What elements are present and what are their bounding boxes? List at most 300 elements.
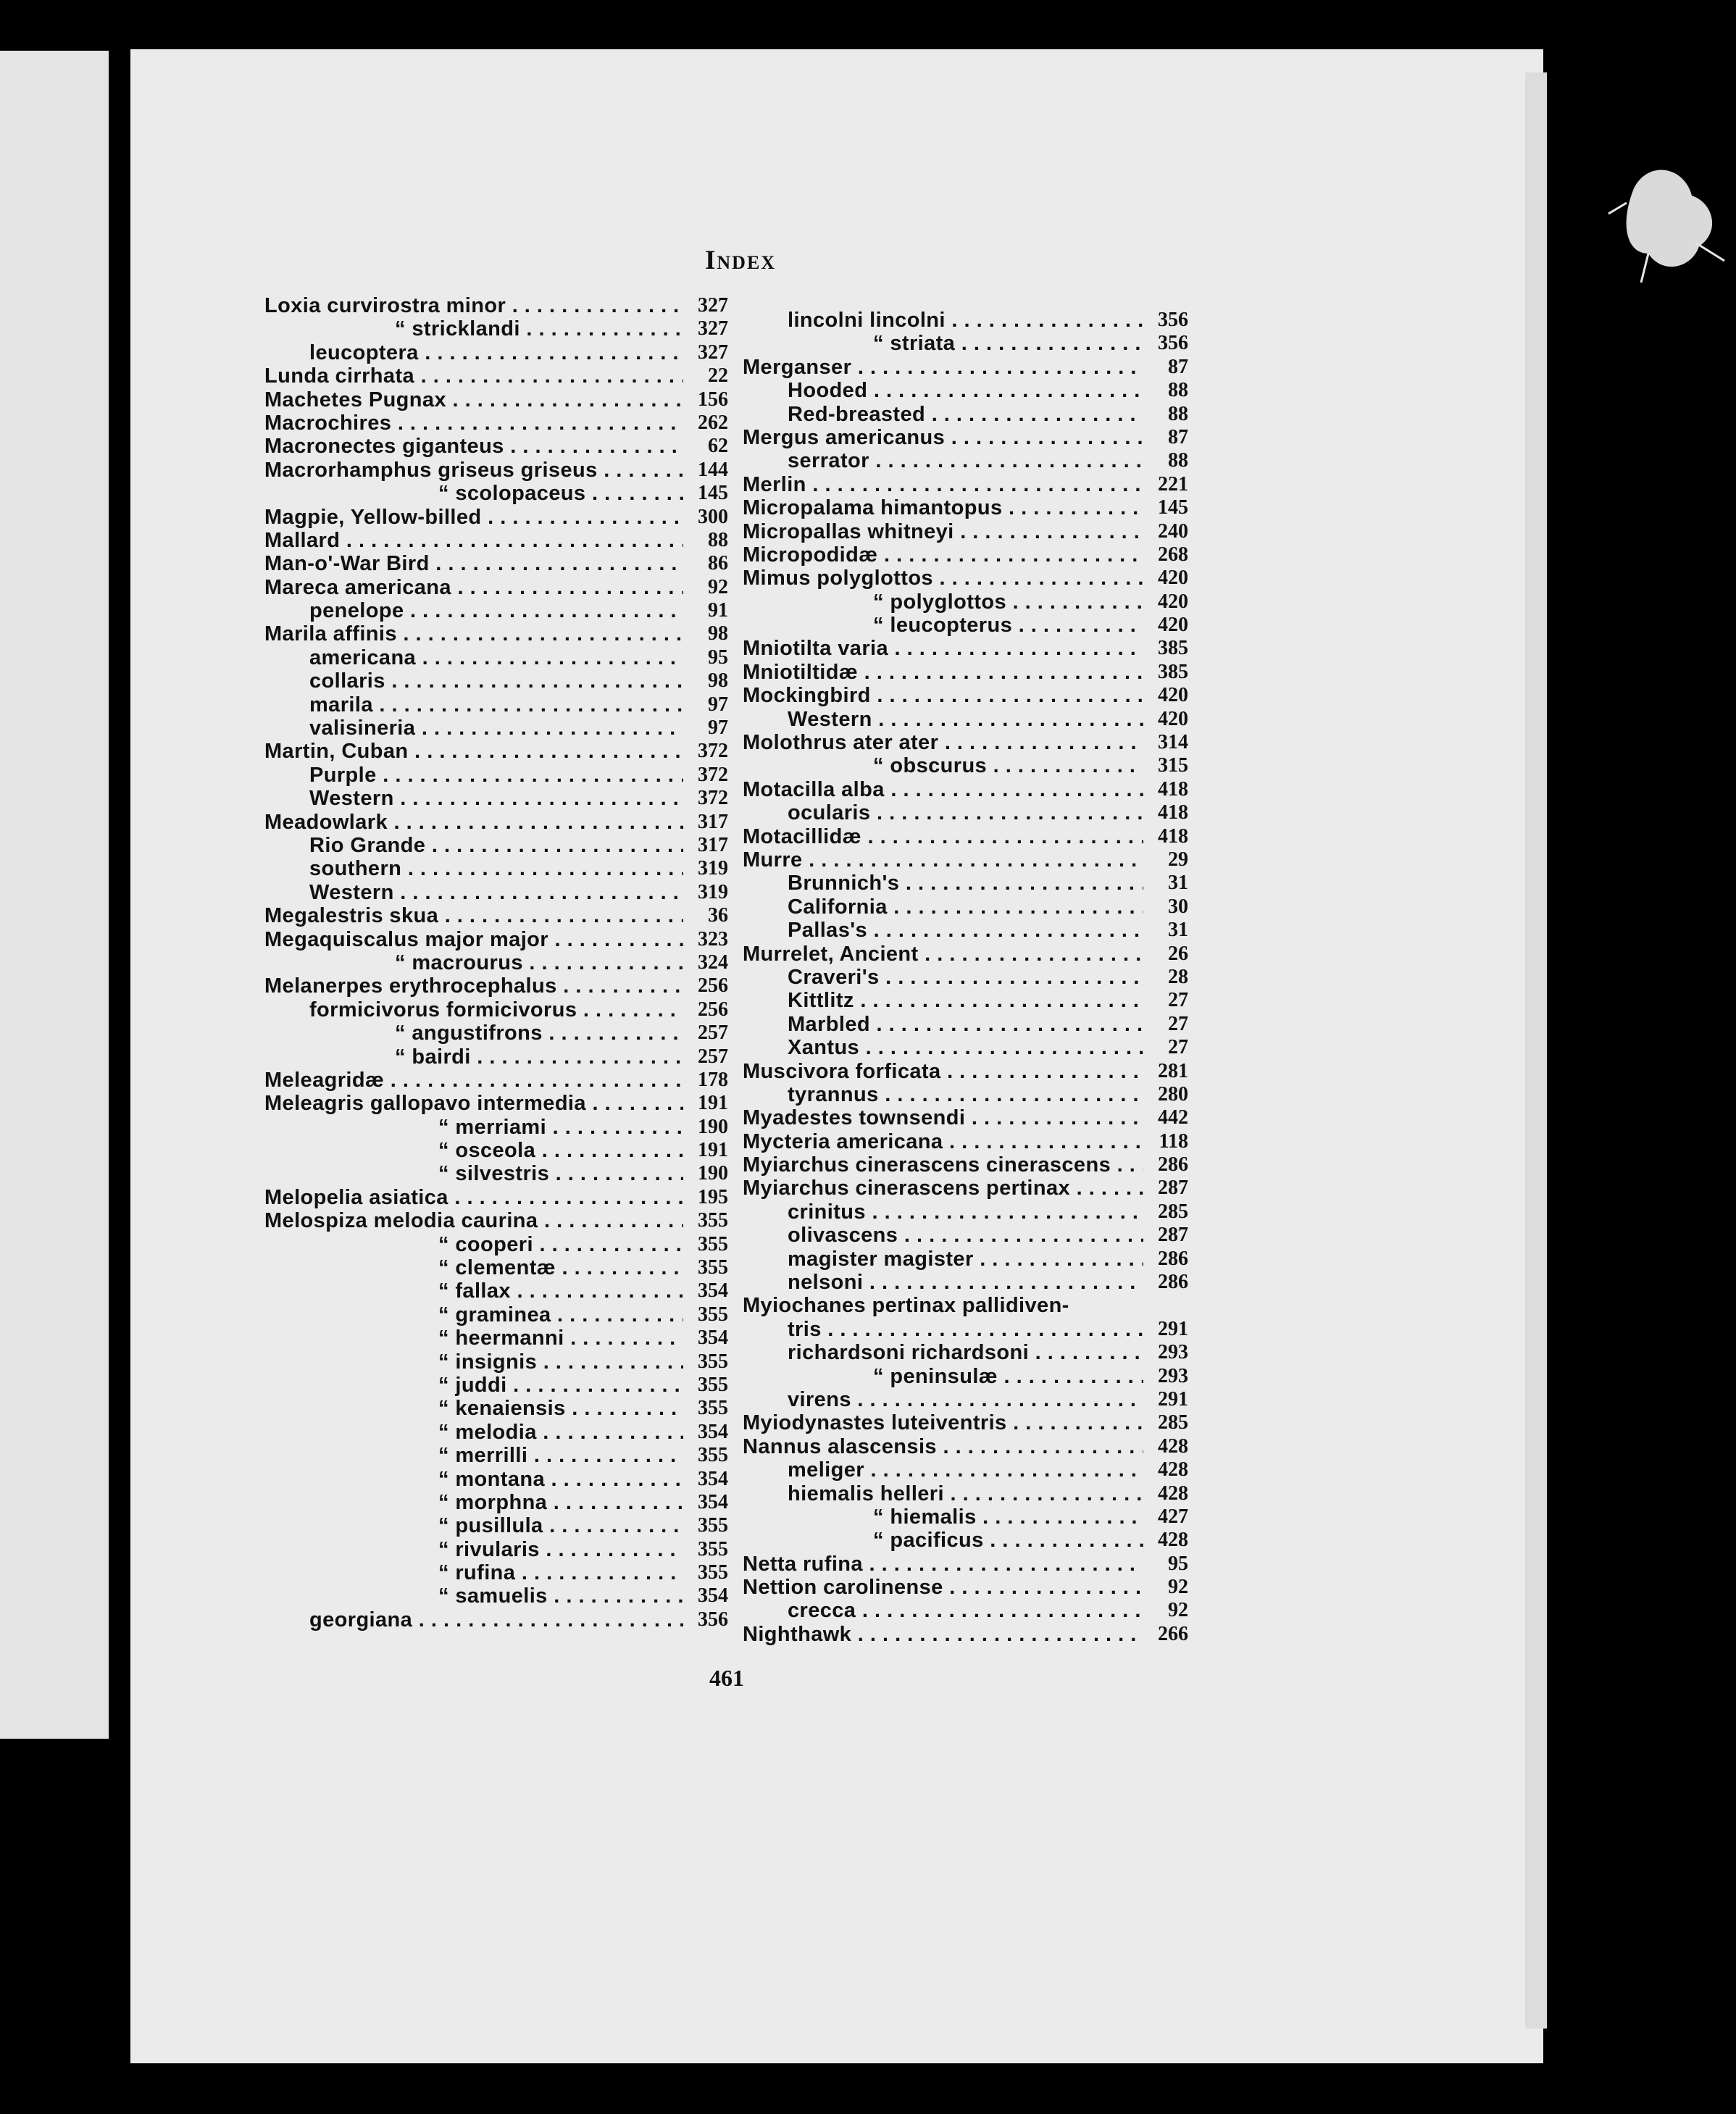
index-entry-page: 327 (698, 294, 728, 317)
index-entry (264, 857, 728, 880)
index-entry-label: California . . . (743, 895, 1143, 919)
index-entry-label: Nannus alascensis . . . (743, 1435, 1143, 1458)
index-entry-page: 428 (1158, 1458, 1188, 1482)
index-entry-page: 280 (1158, 1082, 1188, 1106)
index-entry-page: 268 (1158, 543, 1188, 566)
index-entry (743, 1341, 1188, 1364)
index-entry-label: olivascens . . . (743, 1224, 1143, 1247)
index-entry (743, 1177, 1188, 1200)
index-entry (264, 951, 728, 974)
index-entry-label: Brunnich's . . . (743, 872, 1143, 895)
index-entry-page: 354 (698, 1490, 728, 1513)
index-entry (743, 332, 1188, 355)
index-entry (264, 928, 728, 951)
index-entry-label: Martin, Cuban . . . (264, 740, 683, 763)
index-entry-page: 355 (698, 1256, 728, 1279)
index-entry-page: 355 (698, 1303, 728, 1326)
index-entry (264, 388, 728, 411)
index-entry-label: Loxia curvirostra minor . . . (264, 294, 683, 317)
index-entry (743, 520, 1188, 543)
index-entry-page: 324 (698, 951, 728, 974)
index-entry-page: 355 (698, 1232, 728, 1256)
index-entry-label: Murrelet, Ancient . . . (743, 943, 1143, 966)
index-entry (743, 1529, 1188, 1552)
index-entry-label: Macrorhamphus griseus griseus . . . (264, 459, 683, 482)
index-entry-page: 30 (1168, 895, 1188, 918)
index-entry-label: Machetes Pugnax . . . (264, 388, 683, 411)
index-entry-page: 190 (698, 1115, 728, 1138)
index-entry-page: 355 (698, 1350, 728, 1373)
index-entry (264, 1538, 728, 1561)
index-entry (743, 1271, 1188, 1294)
index-entry-page: 354 (698, 1279, 728, 1303)
index-entry-page: 95 (1168, 1552, 1188, 1575)
index-entry-page: 156 (698, 388, 728, 411)
index-entry-label: marila . . . (264, 693, 683, 716)
index-entry-label: “ juddi . . . (264, 1374, 683, 1397)
index-entry-label: Micropallas whitneyi . . . (743, 520, 1143, 543)
index-entry (743, 309, 1188, 332)
index-entry-label: “ leucopterus . . . (743, 614, 1143, 637)
index-entry-page: 285 (1158, 1411, 1188, 1434)
index-entry (264, 740, 728, 763)
index-entry (264, 904, 728, 927)
index-entry-label: Rio Grande . . . (264, 834, 683, 857)
index-entry (743, 872, 1188, 895)
index-entry-label: Motacillidæ . . . (743, 825, 1143, 848)
index-entry-label: “ stricklandi . . . (264, 317, 683, 341)
index-entry-label: Mallard . . . (264, 529, 683, 552)
index-entry-label: “ bairdi . . . (264, 1045, 683, 1069)
index-entry-page: 356 (698, 1608, 728, 1631)
index-entry (743, 403, 1188, 426)
index-entry-label: “ melodia . . . (264, 1421, 683, 1444)
index-entry-label: “ silvestris . . . (264, 1162, 683, 1185)
index-entry (264, 1491, 728, 1514)
index-entry-page: 92 (1168, 1599, 1188, 1622)
index-entry (743, 379, 1188, 402)
index-entry-page: 354 (698, 1327, 728, 1350)
index-entry (743, 895, 1188, 919)
index-entry (743, 1435, 1188, 1458)
index-entry (743, 1505, 1188, 1529)
index-entry (264, 716, 728, 740)
index-entry-page: 240 (1158, 519, 1188, 543)
index-entry (743, 1153, 1188, 1177)
index-entry-page: 385 (1158, 637, 1188, 660)
index-entry (743, 825, 1188, 848)
index-entry (264, 317, 728, 341)
index-entry (264, 974, 728, 998)
index-entry-label: georgiana . . . (264, 1608, 683, 1632)
index-entry-label: Pallas's . . . (743, 919, 1143, 942)
index-entry (743, 989, 1188, 1012)
facing-page-edge (0, 51, 109, 1739)
index-entry-page: 145 (1158, 496, 1188, 519)
index-entry (743, 661, 1188, 684)
index-entry-page: 418 (1158, 824, 1188, 848)
index-entry-page: 354 (698, 1584, 728, 1608)
index-entry-page: 427 (1158, 1505, 1188, 1528)
index-entry-label: tyrannus . . . (743, 1083, 1143, 1106)
index-entry (264, 482, 728, 505)
index-entry-label: Man-o'-War Bird . . . (264, 552, 683, 575)
index-entry-page: 355 (698, 1561, 728, 1584)
index-entry (743, 1482, 1188, 1505)
index-entry-label: Mimus polyglottos . . . (743, 567, 1143, 590)
index-entry-page: 372 (698, 740, 728, 763)
index-entry-label: leucoptera . . . (264, 341, 683, 364)
index-entry-page: 178 (698, 1068, 728, 1091)
index-entry-label: lincolni lincolni . . . (743, 309, 1143, 332)
index-entry (743, 1623, 1188, 1646)
index-entry-label: richardsoni richardsoni . . . (743, 1341, 1143, 1364)
index-entry-label: tris . . . (743, 1318, 1143, 1341)
index-entry-page: 314 (1158, 731, 1188, 754)
index-entry (743, 449, 1188, 472)
index-entry (264, 1303, 728, 1327)
index-entry (743, 426, 1188, 449)
index-entry-page: 293 (1158, 1341, 1188, 1364)
index-entry-page: 118 (1159, 1129, 1188, 1153)
index-entry (743, 1248, 1188, 1271)
index-entry-label: “ scolopaceus . . . (264, 482, 683, 505)
index-entry (743, 1106, 1188, 1129)
index-entry-label: Marbled . . . (743, 1013, 1143, 1036)
index-entry-label: Mockingbird . . . (743, 684, 1143, 707)
index-entry (264, 341, 728, 364)
index-entry-page: 356 (1158, 309, 1188, 331)
index-entry-page: 428 (1158, 1482, 1188, 1505)
index-entry (264, 1584, 728, 1608)
index-entry (264, 1514, 728, 1537)
index-entry (743, 684, 1188, 707)
index-entry (264, 1374, 728, 1397)
index-entry (743, 1036, 1188, 1059)
index-entry-page: 317 (698, 810, 728, 833)
index-entry-label: Micropodidæ . . . (743, 543, 1143, 567)
index-entry-page: 92 (708, 575, 728, 598)
index-entry-page: 354 (698, 1467, 728, 1490)
index-entry (264, 881, 728, 904)
index-entry-label: meliger . . . (743, 1458, 1143, 1482)
index-entry-page: 286 (1158, 1271, 1188, 1294)
index-entry-label: Western . . . (264, 881, 683, 904)
index-entry-label: Western . . . (264, 787, 683, 810)
index-entry-page: 420 (1158, 614, 1188, 637)
index-entry-label: “ clementæ . . . (264, 1256, 683, 1279)
index-entry-page: 315 (1158, 754, 1188, 777)
index-entry-page: 92 (1168, 1576, 1188, 1599)
index-entry-page: 191 (698, 1092, 728, 1115)
index-entry-page: 27 (1168, 1012, 1188, 1035)
index-entry-label: Red-breasted . . . (743, 403, 1143, 426)
index-entry-label: Murre . . . (743, 848, 1143, 872)
index-entry-page: 26 (1168, 942, 1188, 965)
index-entry-page: 31 (1168, 919, 1188, 942)
index-entry-page: 62 (708, 435, 728, 458)
index-entry (264, 599, 728, 622)
index-entry-label: Mniotilta varia . . . (743, 637, 1143, 660)
index-entry (743, 1458, 1188, 1482)
index-entry-page: 257 (698, 1045, 728, 1068)
index-entry (264, 1162, 728, 1185)
index-entry (264, 1327, 728, 1350)
index-entry (264, 998, 728, 1022)
index-entry (743, 1013, 1188, 1036)
index-column-right (743, 309, 1188, 1646)
index-entry (743, 1553, 1188, 1576)
index-entry-page: 88 (1168, 402, 1188, 425)
index-entry-label: Macrochires . . . (264, 411, 683, 435)
index-entry-label: formicivorus formicivorus . . . (264, 998, 683, 1022)
index-entry (264, 1092, 728, 1115)
index-entry-label: “ fallax . . . (264, 1279, 683, 1303)
index-entry (264, 622, 728, 646)
index-entry-label: crecca . . . (743, 1599, 1143, 1622)
index-entry-page: 323 (698, 927, 728, 951)
index-entry (743, 1224, 1188, 1247)
index-entry-label: ocularis . . . (743, 801, 1143, 824)
index-entry-label: virens . . . (743, 1388, 1143, 1411)
index-entry (743, 708, 1188, 731)
index-entry-page: 281 (1158, 1059, 1188, 1082)
index-entry-page: 97 (708, 716, 728, 740)
index-entry-page: 266 (1158, 1622, 1188, 1645)
index-entry (743, 496, 1188, 519)
index-entry (264, 435, 728, 458)
index-entry-page: 319 (698, 880, 728, 903)
index-entry-label: Myiarchus cinerascens pertinax . . . (743, 1177, 1143, 1200)
index-entry-label: Marila affinis . . . (264, 622, 683, 646)
index-entry-label: magister magister . . . (743, 1248, 1143, 1271)
index-entry (743, 356, 1188, 379)
index-entry (264, 294, 728, 317)
index-entry-page: 355 (698, 1514, 728, 1537)
index-entry-page: 195 (698, 1185, 728, 1208)
index-entry-page: 420 (1158, 707, 1188, 730)
index-entry-label: “ obscurus . . . (743, 754, 1143, 777)
index-entry-page: 286 (1158, 1247, 1188, 1270)
index-entry-label: serrator . . . (743, 449, 1143, 472)
index-entry-page: 256 (698, 974, 728, 998)
index-entry (743, 543, 1188, 567)
index-entry (264, 1421, 728, 1444)
index-entry-label: “ hiemalis . . . (743, 1505, 1143, 1529)
index-entry-label: “ kenaiensis . . . (264, 1397, 683, 1420)
index-entry-page: 97 (708, 693, 728, 716)
index-entry-page: 221 (1158, 472, 1188, 496)
index-entry-label: Nettion carolinense . . . (743, 1576, 1143, 1599)
index-entry-label: “ insignis . . . (264, 1350, 683, 1374)
index-entry-label: “ rivularis . . . (264, 1538, 683, 1561)
index-entry (264, 411, 728, 435)
index-entry-label: Hooded . . . (743, 379, 1143, 402)
index-entry (743, 801, 1188, 824)
index-entry-page: 190 (698, 1162, 728, 1185)
index-entry-label: “ merrilli . . . (264, 1444, 683, 1467)
index-entry-page: 428 (1158, 1529, 1188, 1552)
index-entry-page: 28 (1168, 965, 1188, 988)
index-entry-label: “ morphna . . . (264, 1491, 683, 1514)
index-entry-label: “ polyglottos . . . (743, 590, 1143, 614)
index-entry-page: 98 (708, 669, 728, 693)
index-entry-page: 355 (698, 1444, 728, 1467)
index-entry (743, 1200, 1188, 1224)
index-entry (264, 1186, 728, 1209)
index-entry-label: “ graminea . . . (264, 1303, 683, 1327)
index-entry (264, 552, 728, 575)
index-entry-label: Meleagridæ . . . (264, 1069, 683, 1092)
index-entry-page: 291 (1158, 1317, 1188, 1340)
index-entry (264, 1608, 728, 1632)
index-entry-page: 420 (1158, 684, 1188, 707)
index-entry-label: Merlin . . . (743, 473, 1143, 496)
index-entry-label: Micropalama himantopus . . . (743, 496, 1143, 519)
index-entry-label: hiemalis helleri . . . (743, 1482, 1143, 1505)
index-entry-page: 327 (698, 317, 728, 341)
index-entry-page: 354 (698, 1420, 728, 1443)
index-entry-page: 286 (1158, 1153, 1188, 1177)
index-entry-page: 29 (1168, 848, 1188, 871)
index-entry-page: 87 (1168, 355, 1188, 378)
index-entry (743, 1130, 1188, 1153)
index-entry-label: crinitus . . . (743, 1200, 1143, 1224)
paper-debris (1605, 145, 1735, 290)
index-entry-label: Lunda cirrhata . . . (264, 364, 683, 388)
index-entry (264, 1045, 728, 1069)
index-entry-page: 372 (698, 787, 728, 810)
index-entry (743, 848, 1188, 872)
index-entry-page: 287 (1158, 1224, 1188, 1247)
index-entry-label: Melospiza melodia caurina . . . (264, 1209, 683, 1232)
index-entry-page: 285 (1158, 1200, 1188, 1223)
index-entry (264, 669, 728, 693)
index-entry-label: “ montana . . . (264, 1468, 683, 1491)
index-entry-label: “ striata . . . (743, 332, 1143, 355)
index-entry-label: Myiarchus cinerascens cinerascens . . . (743, 1153, 1143, 1177)
index-entry-label: penelope . . . (264, 599, 683, 622)
index-entry-page: 420 (1158, 590, 1188, 613)
index-entry-label: “ merriami . . . (264, 1116, 683, 1139)
index-entry-page: 428 (1158, 1434, 1188, 1458)
index-entry (743, 1318, 1188, 1341)
index-entry-page: 356 (1158, 332, 1188, 355)
index-entry-page: 418 (1158, 801, 1188, 824)
index-entry-page: 22 (708, 364, 728, 388)
index-entry-page: 372 (698, 763, 728, 786)
index-entry-page: 88 (708, 528, 728, 551)
page-number: 461 (709, 1665, 744, 1691)
index-entry (743, 943, 1188, 966)
index-entry (264, 364, 728, 388)
index-entry-page: 27 (1168, 1036, 1188, 1059)
index-entry (264, 1116, 728, 1139)
index-entry (264, 1209, 728, 1232)
index-entry-page: 144 (698, 458, 728, 481)
index-entry-page: 91 (708, 599, 728, 622)
index-entry (743, 778, 1188, 801)
index-entry-label: Merganser . . . (743, 356, 1143, 379)
index-entry (743, 754, 1188, 777)
index-entry (264, 764, 728, 787)
index-entry (743, 1599, 1188, 1622)
index-entry-label: Molothrus ater ater . . . (743, 731, 1143, 754)
index-entry (743, 1083, 1188, 1106)
index-entry (743, 919, 1188, 942)
index-entry-page: 385 (1158, 660, 1188, 683)
index-entry (264, 1468, 728, 1491)
index-entry-page: 256 (698, 998, 728, 1021)
index-entry-label: “ osceola . . . (264, 1139, 683, 1162)
index-entry (264, 646, 728, 669)
index-entry (264, 576, 728, 599)
index-entry-label: Myiodynastes luteiventris . . . (743, 1411, 1143, 1434)
index-entry-label: “ cooperi . . . (264, 1233, 683, 1256)
index-entry (264, 459, 728, 482)
index-entry-label: collaris . . . (264, 669, 683, 693)
index-entry-page: 191 (698, 1139, 728, 1162)
index-entry (264, 693, 728, 716)
index-entry-page: 418 (1158, 777, 1188, 801)
index-entry-page: 27 (1168, 989, 1188, 1012)
index-entry-label: “ peninsulæ . . . (743, 1365, 1143, 1388)
index-entry (264, 1233, 728, 1256)
index-entry-label: Xantus . . . (743, 1036, 1143, 1059)
index-entry-label: “ angustifrons . . . (264, 1022, 683, 1045)
index-entry-page: 88 (1168, 379, 1188, 402)
index-entry-label: “ pacificus . . . (743, 1529, 1143, 1552)
index-entry-label: Meadowlark . . . (264, 811, 683, 834)
index-entry-label: Muscivora forficata . . . (743, 1060, 1143, 1083)
index-entry-label: Western . . . (743, 708, 1143, 731)
index-entry-label: Motacilla alba . . . (743, 778, 1143, 801)
index-entry (743, 731, 1188, 754)
index-entry (264, 1561, 728, 1584)
index-entry-label: Megalestris skua . . . (264, 904, 683, 927)
index-entry-page: 327 (698, 341, 728, 364)
index-entry-label: Melopelia asiatica . . . (264, 1186, 683, 1209)
index-entry (264, 1022, 728, 1045)
index-entry-label: “ heermanni . . . (264, 1327, 683, 1350)
index-entry-page: 317 (698, 833, 728, 856)
index-entry-page: 355 (698, 1537, 728, 1561)
index-entry-label: Myadestes townsendi . . . (743, 1106, 1143, 1129)
index-column-left (264, 294, 728, 1632)
page-title: Index (705, 246, 777, 275)
index-entry-page: 355 (698, 1373, 728, 1396)
index-entry (264, 1256, 728, 1279)
index-entry (264, 529, 728, 552)
index-entry-page: 291 (1158, 1387, 1188, 1411)
index-entry-label: Mergus americanus . . . (743, 426, 1143, 449)
index-entry (743, 614, 1188, 637)
index-entry-page: 95 (708, 646, 728, 669)
index-entry-page: 355 (698, 1209, 728, 1232)
index-entry (743, 1576, 1188, 1599)
index-entry-page: 355 (698, 1397, 728, 1420)
index-entry-page: 86 (708, 552, 728, 575)
index-entry-label: Mycteria americana . . . (743, 1130, 1143, 1153)
index-entry-label: Meleagris gallopavo intermedia . . . (264, 1092, 683, 1115)
index-entry-label: “ macrourus . . . (264, 951, 683, 974)
index-entry-page: 36 (708, 904, 728, 927)
index-entry-page: 300 (698, 505, 728, 528)
index-entry-label: “ rufina . . . (264, 1561, 683, 1584)
index-entry-label: Mniotiltidæ . . . (743, 661, 1143, 684)
index-entry-label: Kittlitz . . . (743, 989, 1143, 1012)
index-entry-label: Nighthawk . . . (743, 1623, 1143, 1646)
